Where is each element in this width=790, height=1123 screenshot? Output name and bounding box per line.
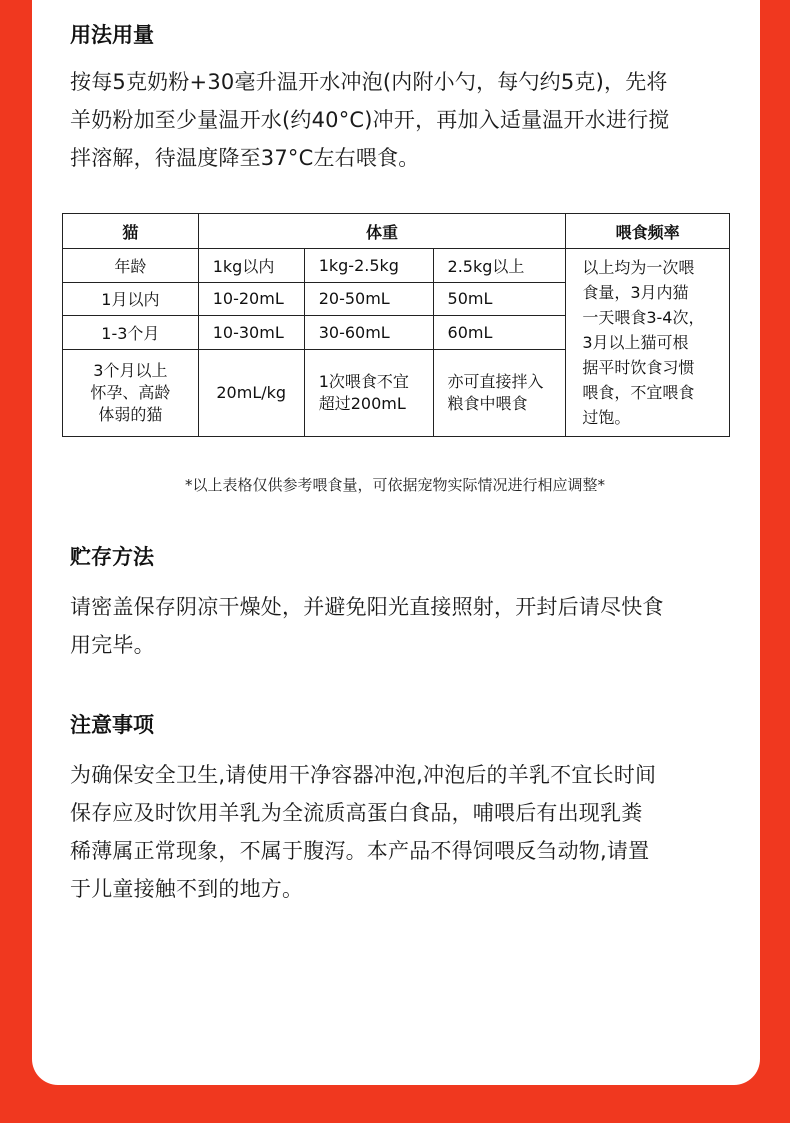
cell-line: 亦可直接拌入: [447, 371, 544, 391]
table-cell: 2.5kg以上: [433, 249, 566, 283]
table-header-row: [63, 214, 730, 249]
storage-text: [70, 588, 742, 664]
cell-line: 1次喂食不宜: [318, 371, 409, 391]
table-cell: [433, 349, 566, 436]
usage-line: 羊奶粉加至少量温开水(约40°C)冲开，再加入适量温开水进行搅: [70, 108, 670, 132]
age-line: 体弱的猫: [98, 404, 163, 424]
storage-line: 用完毕。: [70, 633, 155, 657]
usage-heading: 用法用量: [70, 23, 154, 47]
attention-line: 保存应及时饮用羊乳为全流质高蛋白食品，哺喂后有出现乳粪: [70, 801, 643, 825]
table-cell-age: [63, 349, 199, 436]
frequency-cell: [566, 249, 730, 437]
usage-text: [70, 63, 742, 177]
usage-line: 按每5克奶粉+30毫升温开水冲泡(内附小勺，每勺约5克)，先将: [70, 70, 668, 94]
table-cell: 1月以内: [63, 282, 199, 316]
storage-line: 请密盖保存阴凉干燥处，并避免阳光直接照射，开封后请尽快食: [70, 595, 664, 619]
table-row: [63, 249, 730, 283]
table-cell: 30-60mL: [304, 316, 433, 350]
attention-line: 稀薄属正常现象，不属于腹泻。本产品不得饲喂反刍动物,请置: [70, 839, 650, 863]
header-weight: 体重: [198, 214, 566, 249]
table-cell: 1-3个月: [63, 316, 199, 350]
frequency-line: 据平时饮食习惯: [582, 358, 695, 377]
feeding-table: [62, 213, 730, 437]
frequency-line: 过饱。: [582, 408, 631, 427]
header-cat: 猫: [63, 214, 199, 249]
table-cell: 1kg-2.5kg: [304, 249, 433, 283]
age-line: 怀孕、高龄: [90, 382, 171, 402]
header-frequency: 喂食频率: [566, 214, 730, 249]
table-note: *以上表格仅供参考喂食量，可依据宠物实际情况进行相应调整*: [184, 476, 605, 494]
table-cell: 60mL: [433, 316, 566, 350]
table-cell: 20-50mL: [304, 282, 433, 316]
cell-line: 粮食中喂食: [447, 393, 528, 413]
attention-heading: 注意事项: [70, 713, 154, 737]
frequency-line: 喂食，不宜喂食: [582, 383, 695, 402]
table-cell: 50mL: [433, 282, 566, 316]
table-cell: 10-20mL: [198, 282, 304, 316]
frequency-line: 食量，3月内猫: [582, 283, 689, 302]
table-cell: 10-30mL: [198, 316, 304, 350]
table-cell: [304, 349, 433, 436]
table-cell: 20mL/kg: [198, 349, 304, 436]
attention-line: 于儿童接触不到的地方。: [70, 877, 304, 901]
storage-heading: 贮存方法: [70, 545, 154, 569]
table-cell: 1kg以内: [198, 249, 304, 283]
frequency-line: 以上均为一次喂: [582, 258, 695, 277]
table-cell: 年龄: [63, 249, 199, 283]
attention-text: [70, 756, 742, 908]
frequency-line: 一天喂食3-4次，: [582, 308, 705, 327]
cell-line: 超过200mL: [318, 393, 406, 413]
attention-line: 为确保安全卫生,请使用干净容器冲泡,冲泡后的羊乳不宜长时间: [70, 763, 657, 787]
age-line: 3个月以上: [93, 360, 168, 380]
frequency-line: 3月以上猫可根: [582, 333, 689, 352]
usage-line: 拌溶解，待温度降至37°C左右喂食。: [70, 146, 420, 170]
